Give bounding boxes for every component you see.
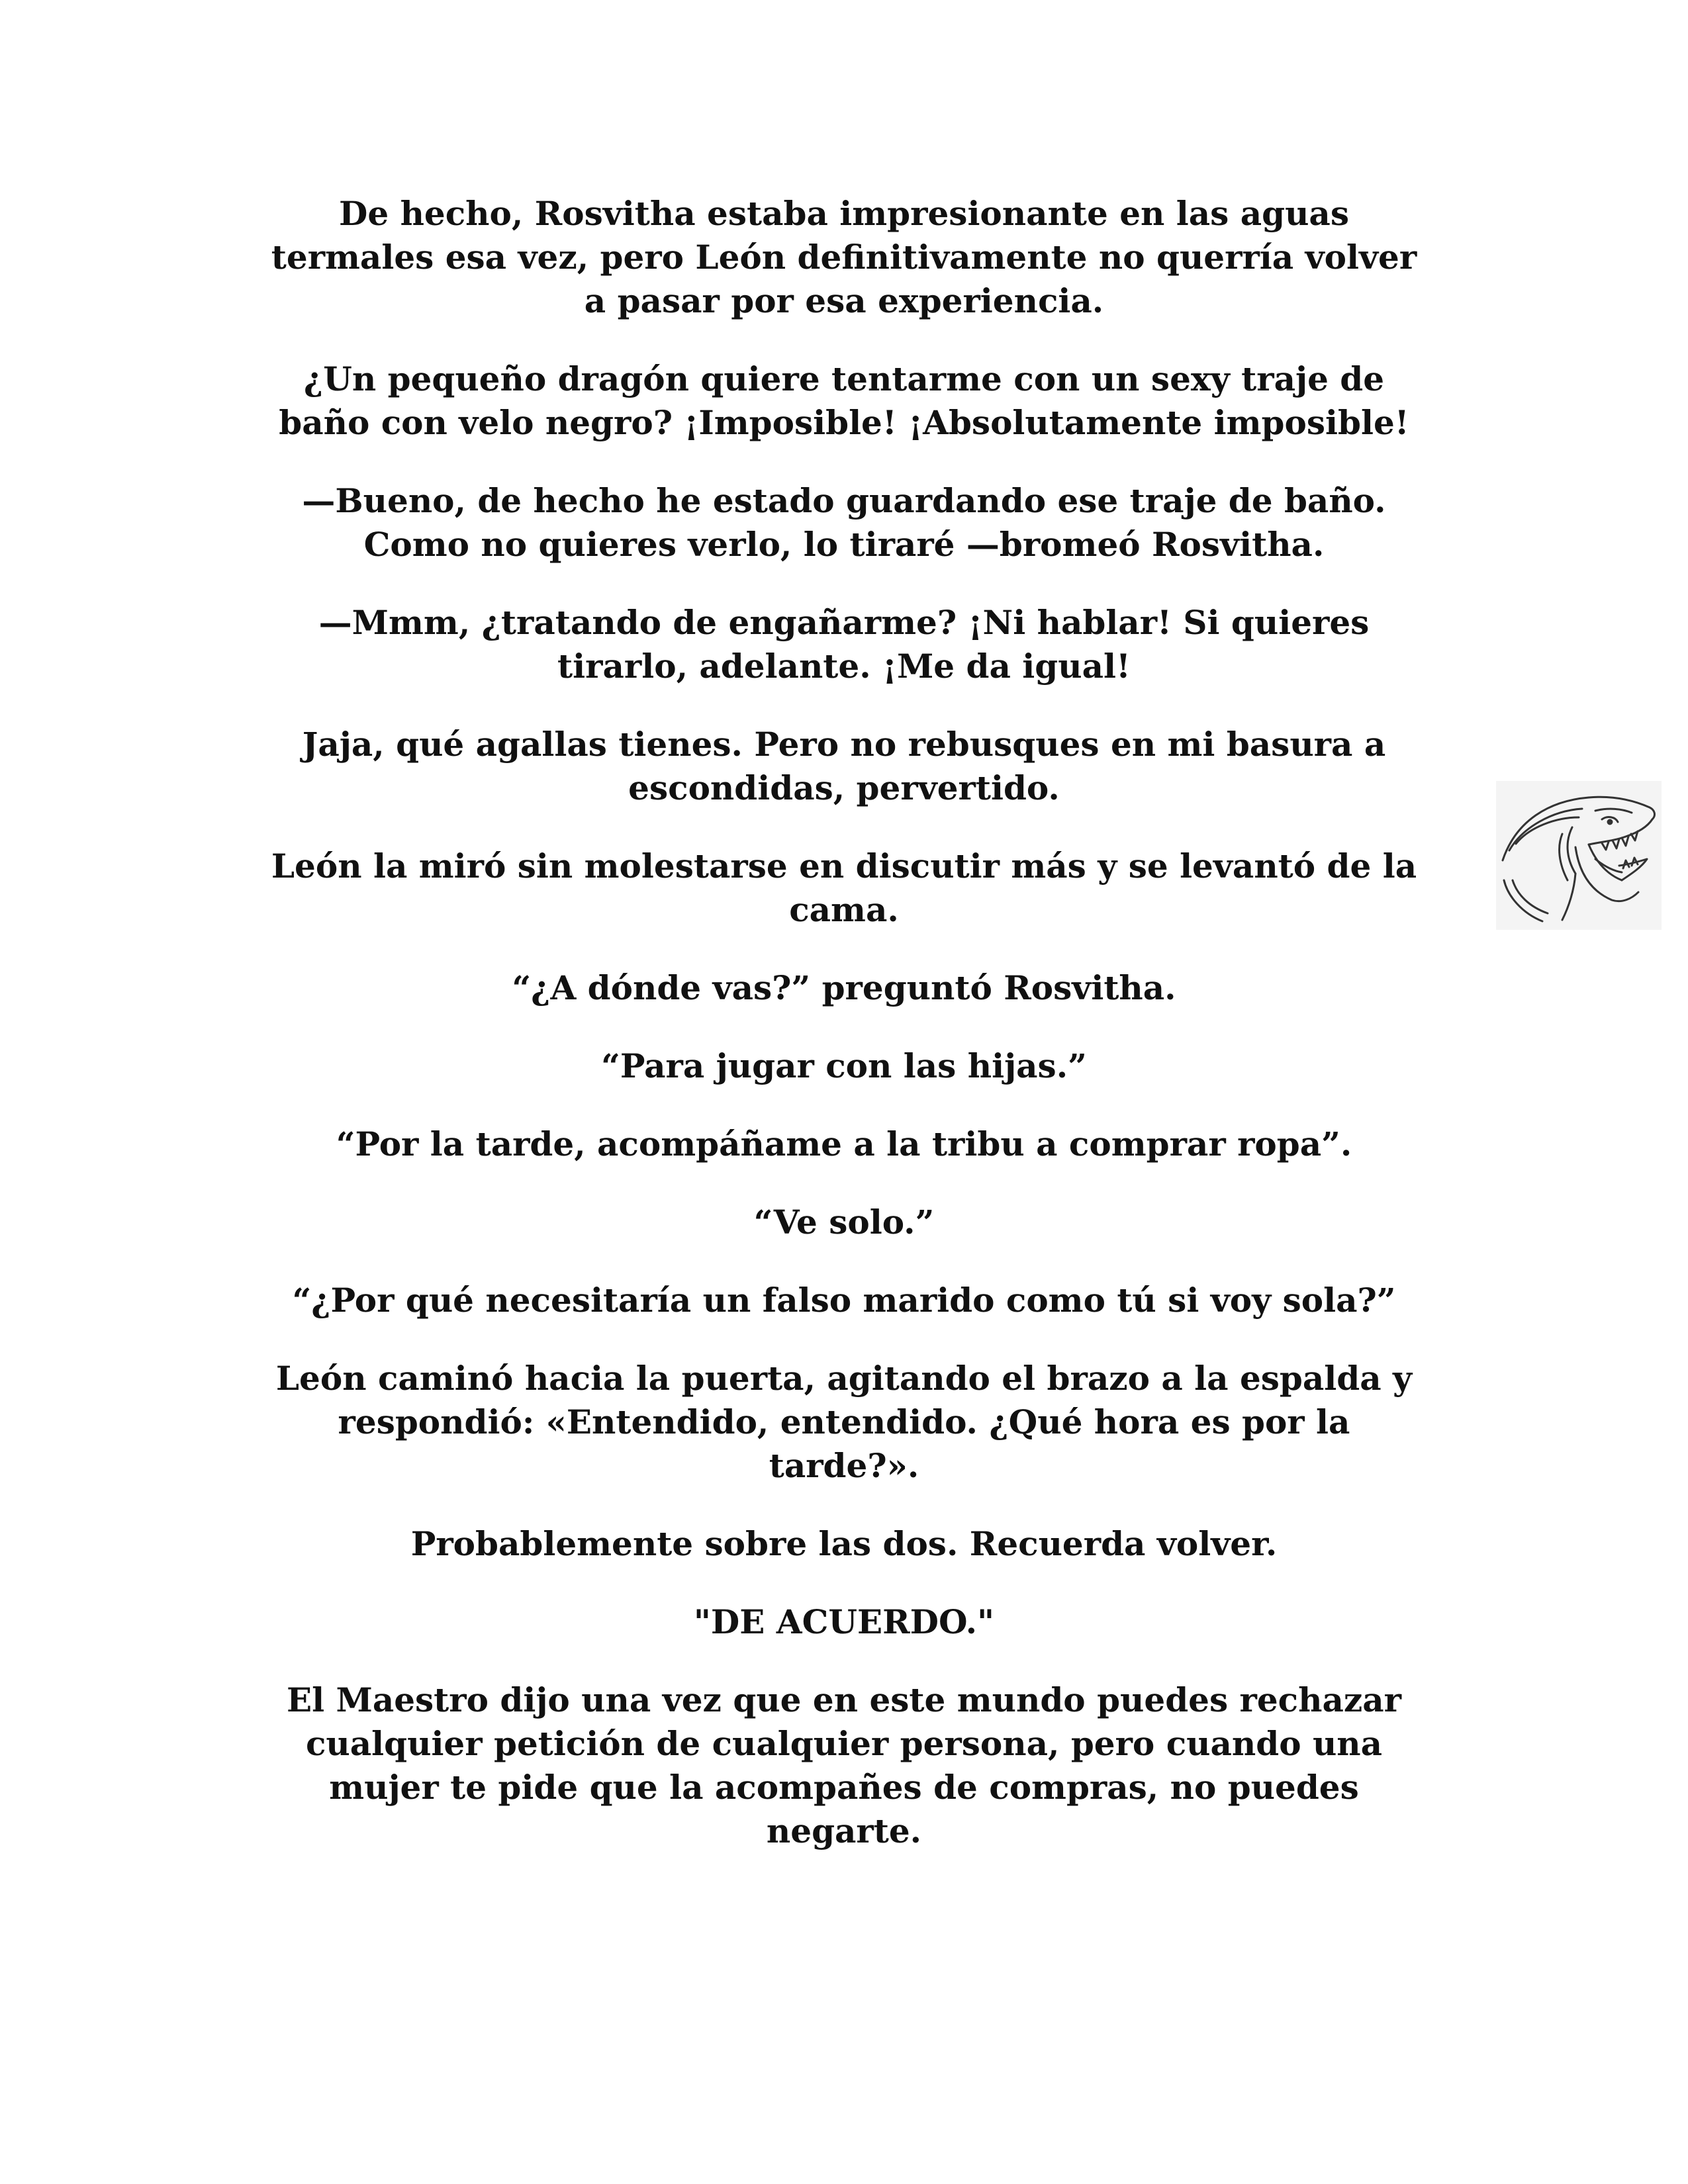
paragraph-3: —Bueno, de hecho he estado guardando ese traje de baño. Como no quieres verlo, lo tiraré —bromeó Rosvitha.: [302, 481, 1386, 564]
paragraph-14: "DE ACUERDO.": [693, 1602, 995, 1641]
paragraph-8: “Para jugar con las hijas.”: [601, 1046, 1087, 1085]
dinosaur-head-sketch-icon: [1496, 781, 1662, 930]
paragraph-2: ¿Un pequeño dragón quiere tentarme con un sexy traje de baño con velo negro? ¡Imposible! ¡Absolutamente imposible!: [279, 359, 1409, 442]
text-column: [232, 192, 1456, 1888]
paragraph-15: El Maestro dijo una vez que en este mundo puedes rechazar cualquier petición de cualquier persona, pero cuando una mujer te pide que la acompañes de compras, no puedes negarte.: [286, 1680, 1402, 1850]
paragraph-1: De hecho, Rosvitha estaba impresionante en las aguas termales esa vez, pero León definitivamente no querría volver a pasar por esa experiencia.: [271, 194, 1417, 320]
paragraph-5: Jaja, qué agallas tienes. Pero no rebusques en mi basura a escondidas, pervertido.: [302, 725, 1386, 807]
paragraph-6: León la miró sin molestarse en discutir más y se levantó de la cama.: [271, 846, 1417, 929]
paragraph-9: “Por la tarde, acompáñame a la tribu a comprar ropa”.: [336, 1124, 1352, 1163]
paragraph-4: —Mmm, ¿tratando de engañarme? ¡Ni hablar! Si quieres tirarlo, adelante. ¡Me da igual!: [318, 603, 1370, 686]
paragraph-10: “Ve solo.”: [753, 1203, 935, 1242]
paragraph-11: “¿Por qué necesitaría un falso marido como tú si voy sola?”: [292, 1281, 1396, 1320]
paragraph-13: Probablemente sobre las dos. Recuerda volver.: [410, 1524, 1278, 1563]
paragraph-12: León caminó hacia la puerta, agitando el brazo a la espalda y respondió: «Entendido, entendido. ¿Qué hora es por la tarde?».: [275, 1359, 1413, 1485]
paragraph-7: “¿A dónde vas?” preguntó Rosvitha.: [512, 968, 1176, 1007]
